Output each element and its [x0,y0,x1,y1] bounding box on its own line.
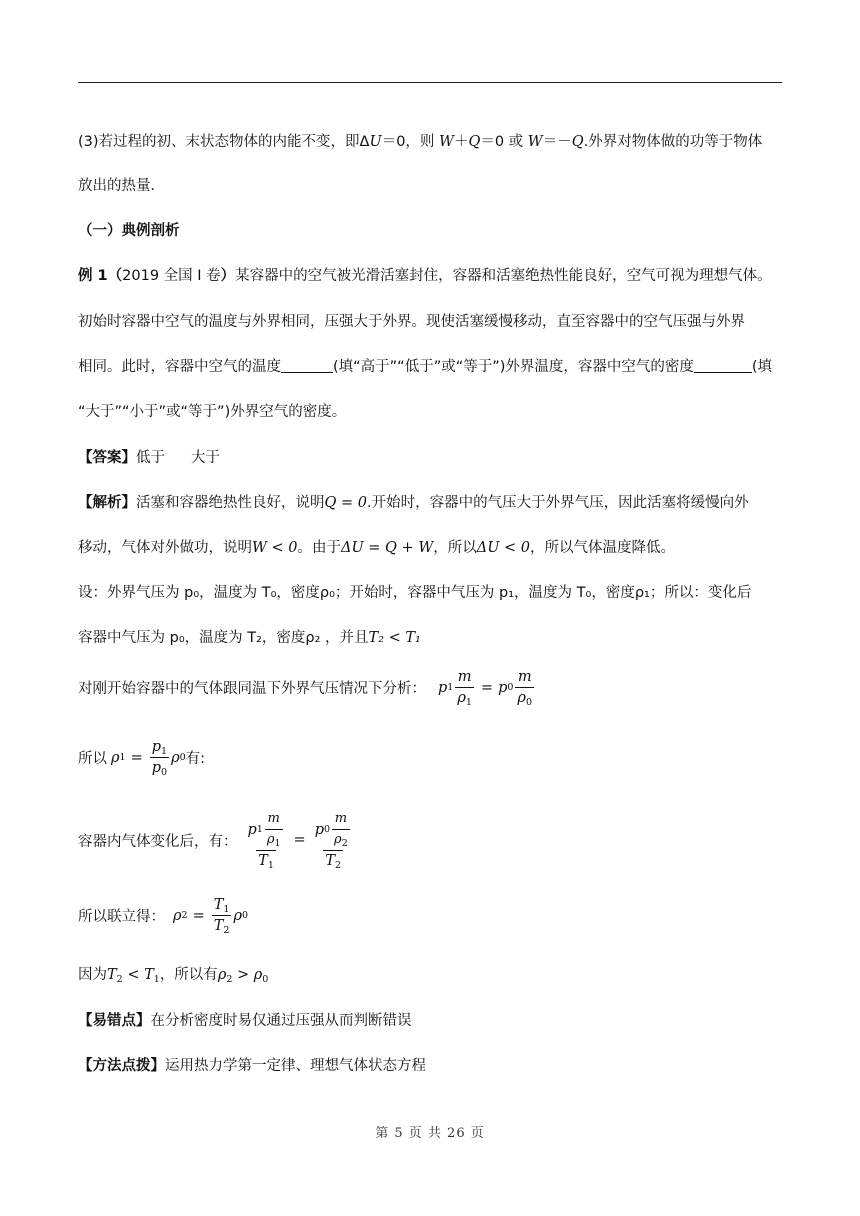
example-line-1: 例 1（2019 全国 I 卷）某容器中的空气被光滑活塞封住，容器和活塞绝热性能良好，空气可视为理想气体。 [78,268,772,284]
setup-line-2: 容器中气压为 p₀，温度为 T₂，密度ρ₂ ，并且T₂ < T₁ [78,630,421,646]
equation-isothermal: p 1 $\frac{m}{\rho_1}$ = p 0 $\frac{m}{\rho_0}$ [438,669,532,708]
equation-rho2: ρ 2 = $\frac{T_1}{T_2}$ ρ 0 [173,897,249,936]
method-line: 【方法点拨】运用热力学第一定律、理想气体状态方程 [78,1058,426,1074]
equation-rho1: ρ 1 = $\frac{p_1}{p_0}$ ρ 0 [111,739,186,778]
derivation-5: 因为$T_2 < T_1$，所以有$\rho_2 > \rho_0$ [78,967,269,985]
answer-blank-2 [694,358,752,373]
derivation-3: 容器内气体变化后，有： p 1 $\frac{m}{\rho_1}$ $T_1$ = p 0 $\frac{m}{\rho_2}$ $T_2$ [78,810,356,870]
paragraph-3-line-1: (3)若过程的初、末状态物体的内能不变，即ΔU＝0，则 W＋Q＝0 或 W＝－Q.外界对物体做的功等于物体 [78,134,763,150]
header-rule [78,82,782,83]
equation-state-change: p 1 $\frac{m}{\rho_1}$ $T_1$ = p 0 $\frac{m}{\rho_2}$ $T_2$ [247,811,348,871]
derivation-2: 所以 ρ 1 = $\frac{p_1}{p_0}$ ρ 0 有: [78,739,206,778]
pitfall-line: 【易错点】在分析密度时易仅通过压强从而判断错误 [78,1013,412,1029]
analysis-line-2: 移动，气体对外做功，说明W < 0。由于ΔU = Q + W，所以ΔU < 0，所以气体温度降低。 [78,540,676,556]
derivation-1: 对刚开始容器中的气体跟同温下外界气压情况下分析： p 1 $\frac{m}{\rho_1}$ = p 0 $\frac{m}{\rho_0}$ [78,668,536,707]
setup-line-1: 设：外界气压为 p₀，温度为 T₀，密度ρ₀；开始时，容器中气压为 p₁，温度为 T₀，密度ρ₁；所以：变化后 [78,585,752,601]
paragraph-3-line-2: 放出的热量． [78,178,165,194]
answer-blank-1 [281,358,333,373]
analysis-line-1: 【解析】活塞和容器绝热性良好，说明Q = 0.开始时，容器中的气压大于外界气压，因此活塞将缓慢向外 [78,495,749,511]
example-line-3: 相同。此时，容器中空气的温度 (填“高于”“低于”或“等于”)外界温度，容器中空气的密度 (填 [78,359,773,375]
derivation-4: 所以联立得： ρ 2 = $\frac{T_1}{T_2}$ ρ 0 [78,897,249,936]
page-footer: 第 5 页 共 26 页 [375,1126,485,1141]
example-line-2: 初始时容器中空气的温度与外界相同，压强大于外界。现使活塞缓慢移动，直至容器中的空气压强与外界 [78,314,745,330]
answer-line: 【答案】低于 大于 [78,450,220,466]
example-line-4: “大于”“小于”或“等于”)外界空气的密度。 [78,404,347,420]
section-heading: （一）典例剖析 [78,223,180,239]
